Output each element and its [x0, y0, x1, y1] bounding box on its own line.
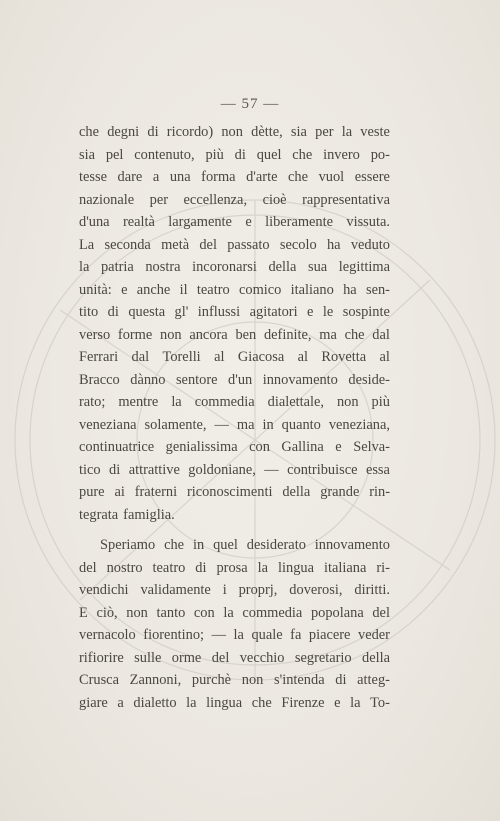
text-line: che degni di ricordo) non dètte, sia per la veste	[79, 124, 390, 140]
body-text	[79, 121, 390, 714]
text-line: tito di questa gl' influssi agitatori e le sospinte	[79, 304, 390, 320]
text-line: Speriamo che in quel desiderato innovamento	[100, 537, 390, 553]
text-line: tegrata famiglia.	[79, 506, 175, 523]
text-line: tesse dare a una forma d'arte che vuol essere	[79, 169, 390, 185]
paragraph-gap	[79, 526, 390, 534]
text-line: verso forme non ancora ben definite, ma che dal	[79, 326, 390, 343]
text-line: La seconda metà del passato secolo ha veduto	[79, 236, 390, 253]
text-line: la patria nostra incoronarsi della sua legittima	[79, 259, 390, 275]
text-line: veneziana solamente, — ma in quanto veneziana,	[79, 416, 390, 433]
text-line: Bracco dànno sentore d'un innovamento deside-	[79, 371, 390, 388]
text-line: tico di attrattive goldoniane, — contribuisce essa	[79, 461, 390, 478]
page-number: — 57 —	[220, 96, 280, 112]
text-line: vernacolo fiorentino; — la quale fa piacere veder	[79, 627, 390, 643]
text-line: rifiorire sulle orme del vecchio segretario della	[79, 649, 390, 666]
text-line: Ferrari dal Torelli al Giacosa al Rovetta al	[79, 349, 390, 365]
text-line: giare a dialetto la lingua che Firenze e la To-	[79, 694, 390, 711]
text-line: rato; mentre la commedia dialettale, non più	[79, 394, 390, 410]
text-line: E ciò, non tanto con la commedia popolana del	[79, 604, 390, 621]
text-line: del nostro teatro di prosa la lingua italiana ri-	[79, 559, 390, 576]
text-line: continuatrice genialissima con Gallina e Selva-	[79, 439, 390, 455]
text-line: sia pel contenuto, più di quel che invero po-	[79, 146, 390, 163]
text-line: vendichi validamente i proprj, doverosi, diritti.	[79, 582, 390, 598]
text-line: pure ai fraterni riconoscimenti della grande rin-	[79, 484, 390, 500]
text-line: nazionale per eccellenza, cioè rappresentativa	[79, 191, 390, 208]
text-line: Crusca Zannoni, purchè non s'intenda di atteg-	[79, 672, 390, 688]
text-line: d'una realtà largamente e liberamente vissuta.	[79, 214, 390, 230]
text-line: unità: e anche il teatro comico italiano ha sen-	[79, 281, 390, 298]
